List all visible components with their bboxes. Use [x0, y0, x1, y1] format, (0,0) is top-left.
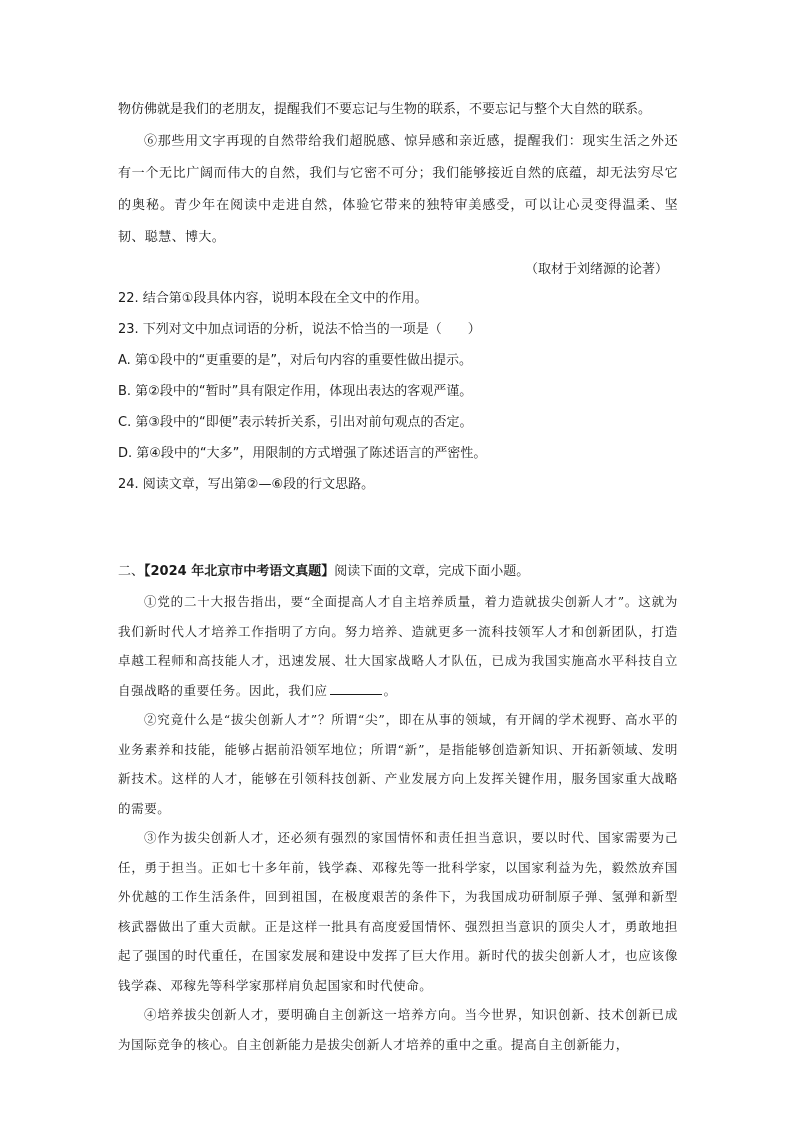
- fill-in-blank: [330, 680, 382, 695]
- passage-two: [118, 587, 678, 1059]
- question-22: 22. 结合第①段具体内容，说明本段在全文中的作用。: [118, 291, 428, 306]
- question-23: 23. 下列对文中加点词语的分析，说法不恰当的一项是（ ）: [118, 322, 481, 337]
- section-title: 【2024 年北京市中考语文真题】: [144, 564, 335, 579]
- paragraph-1-end: 。: [383, 682, 397, 698]
- question-list: [118, 283, 678, 500]
- question-24: 24. 阅读文章，写出第②—⑥段的行文思路。: [118, 477, 375, 492]
- paragraph-2: ②究竟什么是“拔尖创新人才”？所谓“尖”，即在从事的领域，有开阔的学术视野、高水平的业务素养和技能，能够占据前沿领军地位；所谓“新”，是指能够创造新知识、开拓新领域、发明新技术。这样的人才，能够在引领科技创新、产业发展方向上发挥关键作用，服务国家重大战略的需要。: [118, 712, 678, 816]
- source-citation: （取材于刘绪源的论著）: [524, 262, 668, 277]
- section-instruction: 阅读下面的文章，完成下面小题。: [334, 564, 530, 579]
- option-c: C. 第③段中的“即便”表示转折关系，引出对前句观点的否定。: [118, 415, 473, 430]
- paragraph-1-text: ①党的二十大报告指出，要“全面提高人才自主培养质量，着力造就拔尖创新人才”。这就为我们新时代人才培养工作指明了方向。努力培养、造就更多一流科技领军人才和创新团队，打造卓越工程师和高技能人才，迅速发展、壮大国家战略人才队伍，已成为我国实施高水平科技自立自强战略的重要任务。因此，我们应: [118, 594, 678, 698]
- option-b: B. 第②段中的“暂时”具有限定作用，体现出表达的客观严谨。: [118, 384, 473, 399]
- section-number: 二、: [118, 564, 145, 579]
- passage-one: [118, 94, 678, 286]
- paragraph-1: [118, 587, 678, 705]
- paragraph-5-end: 物仿佛就是我们的老朋友，提醒我们不要忘记与生物的联系，不要忘记与整个大自然的联系。: [118, 102, 652, 117]
- section-two-heading: [118, 557, 678, 587]
- paragraph-4: ④培养拔尖创新人才，要明确自主创新这一培养方向。当今世界，知识创新、技术创新已成为国际竞争的核心。自主创新能力是拔尖创新人才培养的重中之重。提高自主创新能力，: [118, 1007, 678, 1052]
- option-a: A. 第①段中的“更重要的是”，对后句内容的重要性做出提示。: [118, 353, 473, 368]
- option-d: D. 第④段中的“大多”，用限制的方式增强了陈述语言的严密性。: [118, 446, 487, 461]
- paragraph-6: ⑥那些用文字再现的自然带给我们超脱感、惊异感和亲近感，提醒我们：现实生活之外还有一个无比广阔而伟大的自然，我们与它密不可分；我们能够接近自然的底蕴，却无法穷尽它的奥秘。青少年在阅读中走进自然，体验它带来的独特审美感受，可以让心灵变得温柔、坚韧、聪慧、博大。: [118, 134, 678, 245]
- paragraph-3: ③作为拔尖创新人才，还必须有强烈的家国情怀和责任担当意识，要以时代、国家需要为己任，勇于担当。正如七十多年前，钱学森、邓稼先等一批科学家，以国家利益为先，毅然放弃国外优越的工作生活条件，回到祖国，在极度艰苦的条件下，为我国成功研制原子弹、氢弹和新型核武器做出了重大贡献。正是这样一批具有高度爱国情怀、强烈担当意识的顶尖人才，勇敢地担起了强国的时代重任，在国家发展和建设中发挥了巨大作用。新时代的拔尖创新人才，也应该像钱学森、邓稼先等科学家那样肩负起国家和时代使命。: [118, 830, 678, 993]
